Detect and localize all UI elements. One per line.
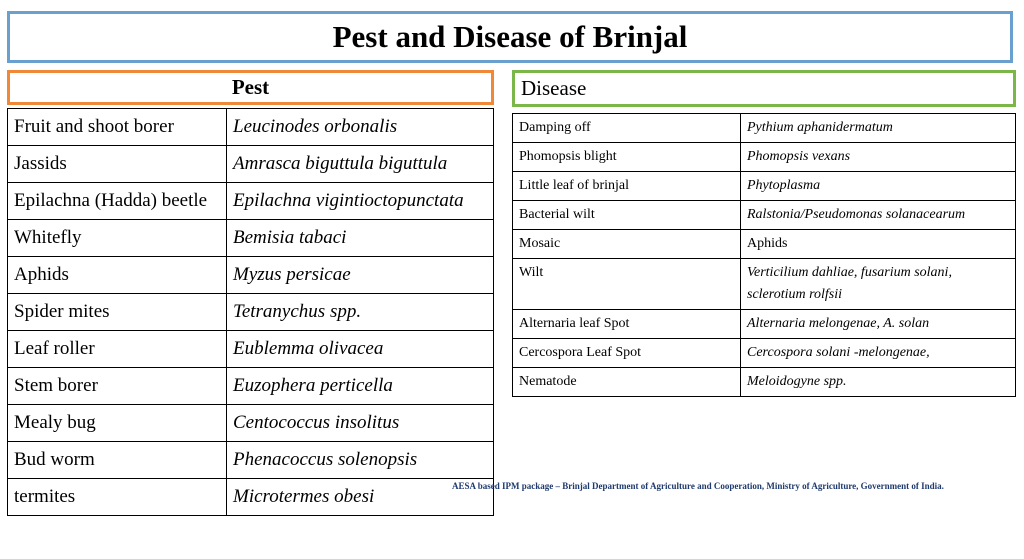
title-box (7, 11, 1013, 63)
disease-row (513, 114, 1016, 143)
pest-name: Bud worm (8, 442, 227, 479)
pest-header: Pest (7, 70, 494, 105)
pest-name: termites (8, 479, 227, 516)
pest-scientific-name: Eublemma olivacea (227, 331, 494, 368)
pest-row (8, 220, 494, 257)
pest-name: Stem borer (8, 368, 227, 405)
pest-scientific-name: Leucinodes orbonalis (227, 109, 494, 146)
disease-name: Nematode (513, 368, 741, 397)
disease-cause: Alternaria melongenae, A. solan (741, 310, 1016, 339)
pest-row (8, 183, 494, 220)
disease-cause: Phomopsis vexans (741, 143, 1016, 172)
disease-name: Phomopsis blight (513, 143, 741, 172)
disease-name: Damping off (513, 114, 741, 143)
disease-cause: Meloidogyne spp. (741, 368, 1016, 397)
pest-name: Spider mites (8, 294, 227, 331)
disease-cause: Pythium aphanidermatum (741, 114, 1016, 143)
disease-table (512, 113, 1016, 397)
pest-row (8, 109, 494, 146)
pest-scientific-name: Epilachna vigintioctopunctata (227, 183, 494, 220)
pest-row (8, 257, 494, 294)
disease-name: Cercospora Leaf Spot (513, 339, 741, 368)
disease-row (513, 172, 1016, 201)
pest-name: Mealy bug (8, 405, 227, 442)
pest-row (8, 294, 494, 331)
source-footer: AESA based IPM package – Brinjal Department of Agriculture and Cooperation, Ministry of Agriculture, Government of India. (452, 481, 944, 491)
pest-name: Epilachna (Hadda) beetle (8, 183, 227, 220)
pest-name: Leaf roller (8, 331, 227, 368)
pest-row (8, 146, 494, 183)
disease-cause: Cercospora solani -melongenae, (741, 339, 1016, 368)
pest-scientific-name: Euzophera perticella (227, 368, 494, 405)
pest-row (8, 405, 494, 442)
pest-row (8, 368, 494, 405)
pest-row (8, 479, 494, 516)
disease-row (513, 143, 1016, 172)
pest-scientific-name: Phenacoccus solenopsis (227, 442, 494, 479)
disease-cause: Ralstonia/Pseudomonas solanacearum (741, 201, 1016, 230)
disease-row (513, 259, 1016, 310)
disease-row (513, 339, 1016, 368)
pest-scientific-name: Myzus persicae (227, 257, 494, 294)
disease-row (513, 230, 1016, 259)
page-title: Pest and Disease of Brinjal (332, 19, 688, 54)
pest-name: Fruit and shoot borer (8, 109, 227, 146)
disease-header: Disease (512, 70, 1016, 107)
disease-name: Mosaic (513, 230, 741, 259)
disease-row (513, 201, 1016, 230)
pest-name: Aphids (8, 257, 227, 294)
pest-scientific-name: Tetranychus spp. (227, 294, 494, 331)
pest-scientific-name: Bemisia tabaci (227, 220, 494, 257)
disease-row (513, 310, 1016, 339)
pest-name: Whitefly (8, 220, 227, 257)
disease-name: Alternaria leaf Spot (513, 310, 741, 339)
pest-table (7, 108, 494, 516)
disease-cause: Verticilium dahliae, fusarium solani, sclerotium rolfsii (741, 259, 1016, 310)
disease-cause: Aphids (741, 230, 1016, 259)
pest-row (8, 442, 494, 479)
pest-row (8, 331, 494, 368)
disease-row (513, 368, 1016, 397)
pest-scientific-name: Amrasca biguttula biguttula (227, 146, 494, 183)
disease-name: Little leaf of brinjal (513, 172, 741, 201)
disease-cause: Phytoplasma (741, 172, 1016, 201)
pest-scientific-name: Microtermes obesi (227, 479, 494, 516)
disease-name: Wilt (513, 259, 741, 310)
pest-scientific-name: Centococcus insolitus (227, 405, 494, 442)
disease-name: Bacterial wilt (513, 201, 741, 230)
pest-name: Jassids (8, 146, 227, 183)
